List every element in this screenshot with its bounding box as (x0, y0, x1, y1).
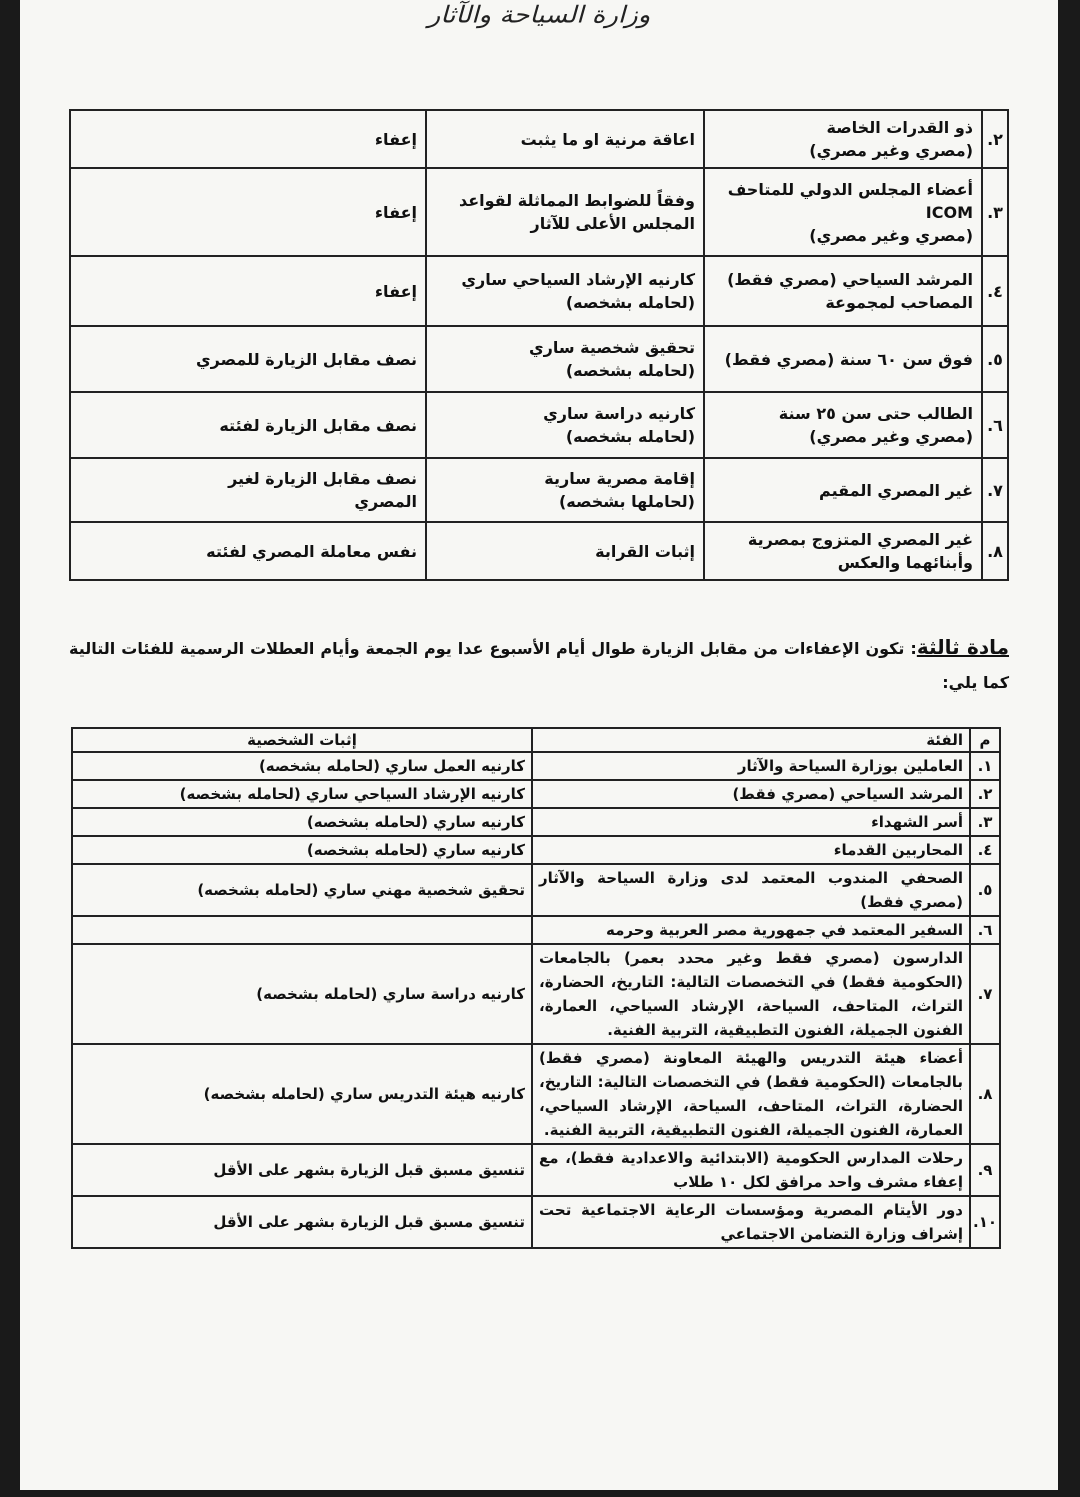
row-category-line: (مصري وغير مصري) (809, 427, 973, 446)
row-number: ٥. (982, 326, 1008, 392)
row-value (70, 110, 426, 168)
ministry-logo-header: وزارة السياحة والآثار (427, 2, 651, 29)
article-text: : تكون الإعفاءات من مقابل الزيارة طوال أيام الأسبوع عدا يوم الجمعة وأيام العطلات الرسمية للفئات التالية كما يلي: (69, 639, 1009, 692)
row-category: رحلات المدارس الحكومية (الابتدائية والاعدادية فقط)، مع إعفاء مشرف واحد مرافق لكل ١٠ طلاب (532, 1144, 970, 1196)
table-row (72, 944, 1000, 1044)
row-document-line: إقامة مصرية سارية (544, 469, 695, 488)
table-row (72, 836, 1000, 864)
row-document-line: تحقيق شخصية ساري (528, 338, 695, 357)
table-row (72, 808, 1000, 836)
row-number: ٣. (982, 168, 1008, 256)
row-document (426, 392, 704, 458)
row-proof: كارنيه الإرشاد السياحي ساري (لحامله بشخصه) (72, 780, 532, 808)
row-document (426, 326, 704, 392)
row-number: ٦. (982, 392, 1008, 458)
row-category: السفير المعتمد في جمهورية مصر العربية وحرمه (532, 916, 970, 944)
row-value (70, 168, 426, 256)
row-number: ٤. (982, 256, 1008, 326)
row-document (426, 458, 704, 522)
row-value-line: إعفاء (374, 129, 417, 149)
row-value-line: إعفاء (374, 202, 417, 222)
exemptions-table-1 (69, 109, 1009, 581)
row-proof: تنسيق مسبق قبل الزيارة بشهر على الأقل (72, 1144, 532, 1196)
row-value-line: إعفاء (374, 281, 417, 301)
header-category: الفئة (532, 728, 970, 752)
row-category-line: غير المصري المتزوج بمصرية (747, 530, 973, 549)
row-category-line: المصاحب لمجموعة (825, 293, 973, 312)
table-row (70, 168, 1008, 256)
row-proof (72, 916, 532, 944)
row-category (704, 168, 982, 256)
row-document (426, 522, 704, 580)
row-category (704, 522, 982, 580)
row-category-line: وأبنائهما والعكس (837, 553, 973, 572)
row-value-line: نصف مقابل الزيارة لفئته (219, 415, 417, 435)
row-document-line: (لحامله بشخصه) (565, 361, 695, 380)
table-row (70, 458, 1008, 522)
row-proof: تنسيق مسبق قبل الزيارة بشهر على الأقل (72, 1196, 532, 1248)
exemptions-table-2 (71, 727, 1001, 1249)
table-row (72, 1144, 1000, 1196)
table-row (70, 256, 1008, 326)
table-row (70, 326, 1008, 392)
row-proof: كارنيه ساري (لحامله بشخصه) (72, 836, 532, 864)
document-page (20, 0, 1058, 1490)
row-number: ٢. (970, 780, 1000, 808)
row-category: الصحفي المندوب المعتمد لدى وزارة السياحة والآثار (مصري فقط) (532, 864, 970, 916)
row-document (426, 110, 704, 168)
row-category: أعضاء هيئة التدريس والهيئة المعاونة (مصري فقط) بالجامعات (الحكومية فقط) في التخصصات التالية: التاريخ، الحضارة، التراث، المتاحف، السياحة، الإرشاد السياحي، العمارة، الفنون الجميلة، الفنون التطبيقية، التربية الفنية. (532, 1044, 970, 1144)
row-category: الدارسون (مصري فقط وغير محدد بعمر) بالجامعات (الحكومية فقط) في التخصصات التالية: التاريخ، الحضارة، التراث، المتاحف، السياحة، الإرشاد السياحي، العمارة، الفنون الجميلة، الفنون التطبيقية، التربية الفنية. (532, 944, 970, 1044)
row-number: ٧. (970, 944, 1000, 1044)
row-number: ٢. (982, 110, 1008, 168)
row-document-line: المجلس الأعلى للآثار (530, 214, 695, 233)
row-category-line: غير المصري المقيم (819, 480, 973, 500)
row-document-line: وفقاً للضوابط المماثلة لقواعد (458, 191, 695, 210)
row-category: دور الأيتام المصرية ومؤسسات الرعاية الاجتماعية تحت إشراف وزارة التضامن الاجتماعي (532, 1196, 970, 1248)
row-category: المرشد السياحي (مصري فقط) (532, 780, 970, 808)
row-value-line: نصف مقابل الزيارة لغير (228, 469, 417, 488)
row-number: ١٠. (970, 1196, 1000, 1248)
row-number: ٦. (970, 916, 1000, 944)
table-row (70, 392, 1008, 458)
row-category-line: فوق سن ٦٠ سنة (مصري فقط) (724, 349, 973, 369)
row-category-line: (مصري وغير مصري) (809, 225, 973, 245)
row-category (704, 110, 982, 168)
row-value (70, 256, 426, 326)
row-category-line: ذو القدرات الخاصة (826, 118, 973, 137)
row-document-line: كارنيه الإرشاد السياحي ساري (461, 270, 695, 289)
table-row (70, 522, 1008, 580)
row-value-line: المصري (354, 492, 417, 511)
row-document (426, 168, 704, 256)
header-proof: إثبات الشخصية (72, 728, 532, 752)
row-document-line: (لحامله بشخصه) (565, 427, 695, 446)
article-title: مادة ثالثة (916, 635, 1009, 659)
row-number: ٨. (970, 1044, 1000, 1144)
row-category (704, 326, 982, 392)
row-proof: كارنيه هيئة التدريس ساري (لحامله بشخصه) (72, 1044, 532, 1144)
row-category (704, 458, 982, 522)
row-value (70, 326, 426, 392)
table-row (72, 916, 1000, 944)
header-num: م (970, 728, 1000, 752)
row-value (70, 522, 426, 580)
row-document-line: اعاقة مرنية او ما يثبت (520, 129, 695, 149)
row-category-line: الطالب حتى سن ٢٥ سنة (778, 404, 973, 423)
row-category-line: (مصري وغير مصري) (809, 141, 973, 160)
row-proof: كارنيه العمل ساري (لحامله بشخصه) (72, 752, 532, 780)
article-three (69, 630, 1009, 700)
row-category-line: ICOM (925, 202, 973, 222)
table-header-row (72, 728, 1000, 752)
row-category-line: أعضاء المجلس الدولي للمتاحف (727, 179, 973, 199)
row-category: أسر الشهداء (532, 808, 970, 836)
row-proof: تحقيق شخصية مهني ساري (لحامله بشخصه) (72, 864, 532, 916)
row-document-line: (لحامله بشخصه) (565, 293, 695, 312)
row-document-line: إثبات القرابة (595, 541, 695, 561)
row-category (704, 392, 982, 458)
row-document (426, 256, 704, 326)
row-number: ١. (970, 752, 1000, 780)
row-value-line: نفس معاملة المصري لفئته (206, 541, 417, 561)
row-category (704, 256, 982, 326)
row-category: العاملين بوزارة السياحة والآثار (532, 752, 970, 780)
row-value (70, 392, 426, 458)
table-row (72, 752, 1000, 780)
table-row (72, 780, 1000, 808)
row-document-line: كارنيه دراسة ساري (543, 404, 695, 423)
row-document-line: (لحاملها بشخصه) (558, 492, 695, 511)
row-proof: كارنيه دراسة ساري (لحامله بشخصه) (72, 944, 532, 1044)
row-proof: كارنيه ساري (لحامله بشخصه) (72, 808, 532, 836)
table-row (72, 1044, 1000, 1144)
row-number: ٣. (970, 808, 1000, 836)
row-number: ٩. (970, 1144, 1000, 1196)
row-category: المحاربين القدماء (532, 836, 970, 864)
row-value (70, 458, 426, 522)
row-value-line: نصف مقابل الزيارة للمصري (195, 349, 417, 369)
table-row (70, 110, 1008, 168)
table-row (72, 1196, 1000, 1248)
table-row (72, 864, 1000, 916)
row-number: ٧. (982, 458, 1008, 522)
row-number: ٤. (970, 836, 1000, 864)
row-category-line: المرشد السياحي (مصري فقط) (727, 270, 973, 289)
row-number: ٨. (982, 522, 1008, 580)
row-number: ٥. (970, 864, 1000, 916)
